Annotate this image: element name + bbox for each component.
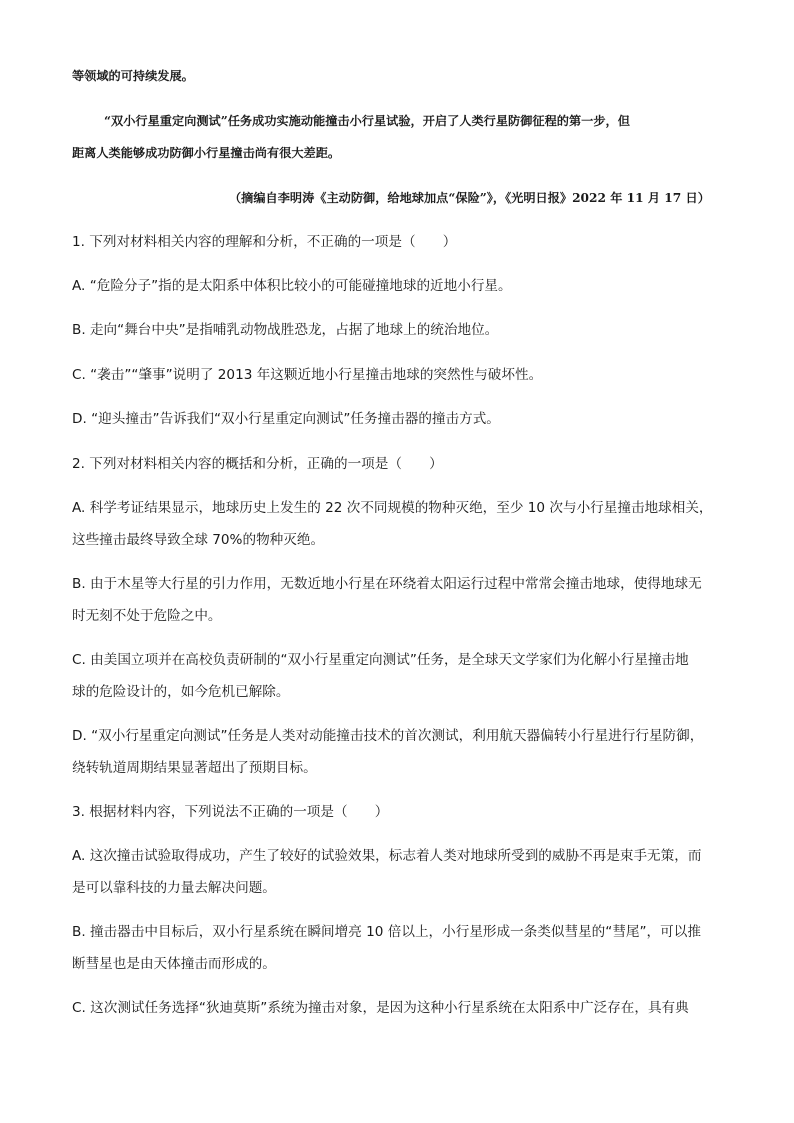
- option-d: D. “双小行星重定向测试”任务是人类对动能撞击技术的首次测试，利用航天器偏转小行星进行行星防御，: [72, 728, 704, 744]
- option-b: B. 撞击器击中目标后，双小行星系统在瞬间增亮 10 倍以上，小行星形成一条类似彗星的“彗尾”，可以推: [72, 924, 701, 940]
- option-b: B. 由于木星等大行星的引力作用，无数近地小行星在环绕着太阳运行过程中常常会撞击地球，使得地球无: [72, 576, 702, 592]
- option-d: D. “迎头撞击”告诉我们“双小行星重定向测试”任务撞击器的撞击方式。: [72, 411, 500, 427]
- option-c: C. 这次测试任务选择“狄迪莫斯”系统为撞击对象，是因为这种小行星系统在太阳系中广泛存在，具有典: [72, 1000, 689, 1016]
- passage-source-citation: （摘编自李明涛《主动防御，给地球加点“保险”》，《光明日报》2022 年 11 月 17 日）: [229, 191, 710, 205]
- option-d-continued: 绕转轨道周期结果显著超出了预期目标。: [72, 760, 317, 776]
- option-c: C. 由美国立项并在高校负责研制的“双小行星重定向测试”任务，是全球天文学家们为化解小行星撞击地: [72, 652, 689, 668]
- option-a-continued: 这些撞击最终导致全球 70%的物种灭绝。: [72, 532, 325, 548]
- option-b-continued: 时无刻不处于危险之中。: [72, 608, 222, 624]
- passage-paragraph-line: 距离人类能够成功防御小行星撞击尚有很大差距。: [72, 146, 341, 160]
- option-a: A. 这次撞击试验取得成功，产生了较好的试验效果，标志着人类对地球所受到的威胁不再是束手无策，而: [72, 848, 702, 864]
- option-a: A. 科学考证结果显示，地球历史上发生的 22 次不同规模的物种灭绝，至少 10 次与小行星撞击地球相关，: [72, 500, 713, 516]
- question-stem: 2. 下列对材料相关内容的概括和分析，正确的一项是（ ）: [72, 456, 443, 472]
- option-b: B. 走向“舞台中央”是指哺乳动物战胜恐龙，占据了地球上的统治地位。: [72, 322, 499, 338]
- passage-closing-line: 等领域的可持续发展。: [72, 69, 194, 83]
- question-stem: 1. 下列对材料相关内容的理解和分析，不正确的一项是（ ）: [72, 234, 457, 250]
- question-stem: 3. 根据材料内容，下列说法不正确的一项是（ ）: [72, 804, 389, 820]
- option-a: A. “危险分子”指的是太阳系中体积比较小的可能碰撞地球的近地小行星。: [72, 278, 512, 294]
- option-c: C. “袭击”“肇事”说明了 2013 年这颗近地小行星撞击地球的突然性与破坏性。: [72, 367, 543, 383]
- option-b-continued: 断彗星也是由天体撞击而形成的。: [72, 956, 276, 972]
- option-c-continued: 球的危险设计的，如今危机已解除。: [72, 684, 290, 700]
- option-a-continued: 是可以靠科技的力量去解决问题。: [72, 880, 276, 896]
- passage-paragraph-line: “双小行星重定向测试”任务成功实施动能撞击小行星试验，开启了人类行星防御征程的第一步，但: [104, 114, 630, 128]
